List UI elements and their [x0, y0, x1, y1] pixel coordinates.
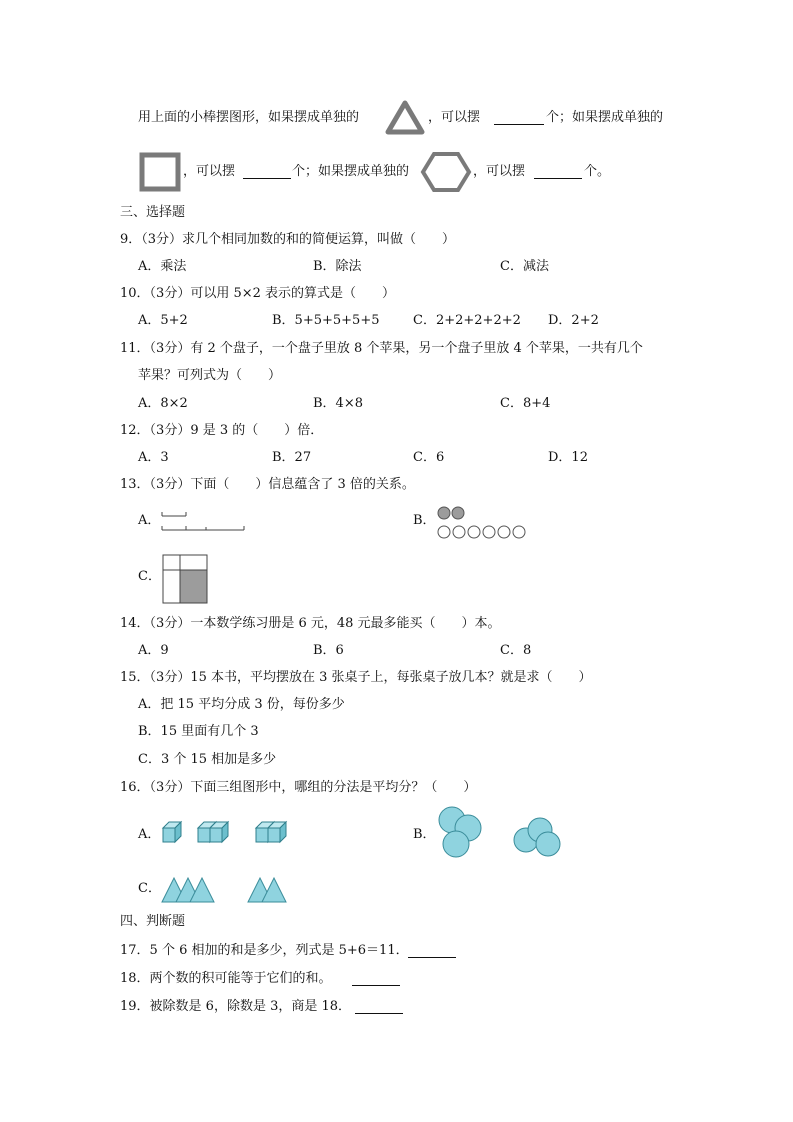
- q15-option-a[interactable]: A．把 15 平均分成 3 份，每份多少: [138, 697, 345, 712]
- q9-option-c[interactable]: C．减法: [500, 259, 549, 274]
- q13-option-c[interactable]: C．: [138, 569, 161, 584]
- q12-option-b[interactable]: B．27: [272, 450, 312, 465]
- q13-option-a[interactable]: A．: [138, 513, 161, 528]
- q12-option-c[interactable]: C．6: [413, 450, 445, 465]
- q10-option-a[interactable]: A．5+2: [138, 313, 188, 328]
- answer-blank-17[interactable]: [408, 943, 456, 958]
- q14-option-a[interactable]: A．9: [138, 643, 169, 658]
- q13-option-b[interactable]: B．: [413, 513, 436, 528]
- grid-square-icon: [162, 554, 208, 604]
- q10-option-d[interactable]: D．2+2: [548, 313, 599, 328]
- q12-option-a[interactable]: A．3: [138, 450, 169, 465]
- answer-blank-19[interactable]: [355, 999, 403, 1014]
- cubes-group-icon: [160, 818, 290, 846]
- q11-option-c[interactable]: C．8+4: [500, 396, 551, 411]
- question-16: 16．（3分）下面三组图形中，哪组的分法是平均分？（ ）: [120, 780, 477, 795]
- question-19: 19．被除数是 6，除数是 3，商是 18．: [120, 999, 352, 1014]
- q16-option-a[interactable]: A．: [138, 827, 161, 842]
- q10-option-b[interactable]: B．5+5+5+5+5: [272, 313, 380, 328]
- q11-option-b[interactable]: B．4×8: [313, 396, 363, 411]
- hexagon-icon: [420, 150, 472, 194]
- question-15: 15．（3分）15 本书，平均摆放在 3 张桌子上，每张桌子放几本？就是求（ ）: [120, 670, 592, 685]
- circles-group-icon: [432, 800, 568, 862]
- q12-option-d[interactable]: D．12: [548, 450, 588, 465]
- q11-option-a[interactable]: A．8×2: [138, 396, 188, 411]
- question-12: 12．（3分）9 是 3 的（ ）倍．: [120, 423, 324, 438]
- q9-option-b[interactable]: B．除法: [313, 259, 362, 274]
- question-11-cont: 苹果？可列式为（ ）: [138, 368, 282, 383]
- circles-diagram-icon: [434, 503, 530, 543]
- question-9: 9．（3分）求几个相同加数的和的简便运算，叫做（ ）: [120, 232, 456, 247]
- triangle-icon: [384, 98, 426, 136]
- question-10: 10．（3分）可以用 5×2 表示的算式是（ ）: [120, 286, 396, 301]
- square-icon: [138, 151, 182, 193]
- q14-option-c[interactable]: C．8: [500, 643, 532, 658]
- q14-option-b[interactable]: B．6: [313, 643, 344, 658]
- question-17: 17．5 个 6 相加的和是多少，列式是 5+6＝11．: [120, 943, 409, 958]
- question-13: 13．（3分）下面（ ）信息蕴含了 3 倍的关系。: [120, 477, 415, 492]
- question-11: 11．（3分）有 2 个盘子，一个盘子里放 8 个苹果，另一个盘子里放 4 个苹果，一共有几个: [120, 341, 643, 356]
- triangles-group-icon: [160, 872, 296, 906]
- section-judge-title: 四、判断题: [120, 914, 186, 929]
- q9-option-a[interactable]: A．乘法: [138, 259, 187, 274]
- segment-diagram-icon: [158, 506, 248, 536]
- q10-option-c[interactable]: C．2+2+2+2+2: [413, 313, 521, 328]
- section-choice-title: 三、选择题: [120, 205, 186, 220]
- q15-option-b[interactable]: B．15 里面有几个 3: [138, 724, 259, 739]
- answer-blank-18[interactable]: [352, 971, 400, 986]
- q16-option-c[interactable]: C．: [138, 881, 161, 896]
- question-14: 14．（3分）一本数学练习册是 6 元，48 元最多能买（ ）本。: [120, 616, 501, 631]
- answer-blank-triangle[interactable]: [494, 110, 544, 125]
- answer-blank-square[interactable]: [243, 164, 291, 179]
- answer-blank-hexagon[interactable]: [534, 164, 582, 179]
- question-18: 18．两个数的积可能等于它们的和。: [120, 971, 332, 986]
- q16-option-b[interactable]: B．: [413, 827, 436, 842]
- q15-option-c[interactable]: C．3 个 15 相加是多少: [138, 752, 277, 767]
- intro-line-1: 用上面的小棒摆图形，如果摆成单独的: [138, 110, 360, 125]
